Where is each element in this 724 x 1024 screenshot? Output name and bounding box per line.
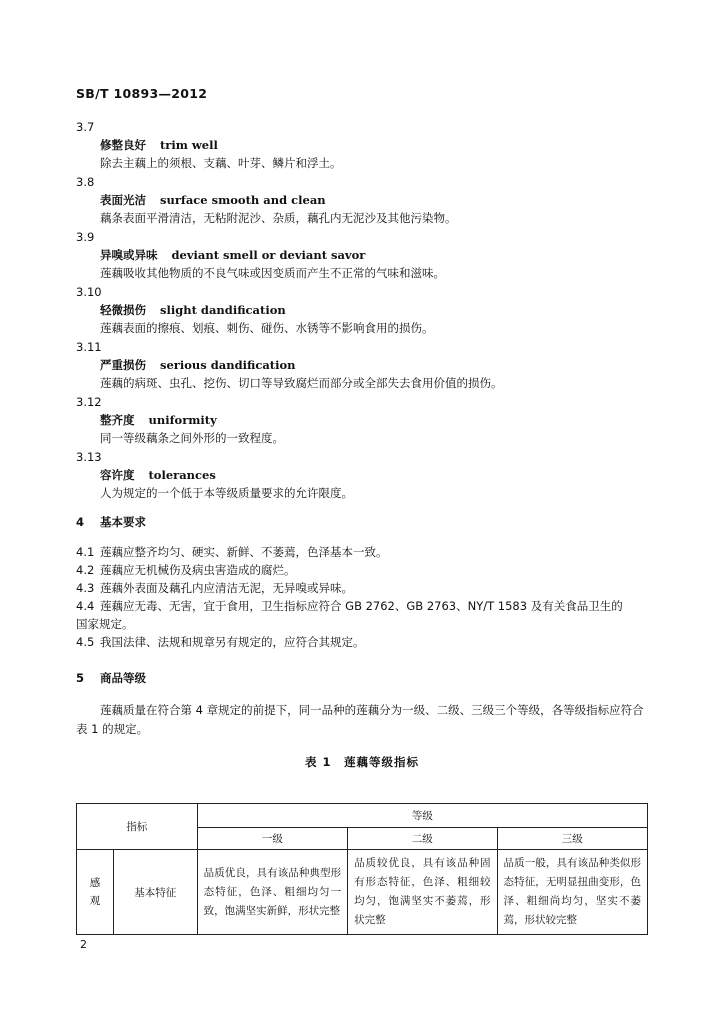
term-english: trim well bbox=[160, 138, 218, 152]
requirement-text: 莲藕应无机械伤及病虫害造成的腐烂。 bbox=[100, 563, 296, 577]
term-chinese: 异嗅或异味 bbox=[100, 248, 158, 262]
term-entry bbox=[76, 448, 648, 503]
term-chinese: 严重损伤 bbox=[100, 358, 146, 372]
term-entry bbox=[76, 283, 648, 338]
clause-title: 商品等级 bbox=[100, 671, 146, 685]
grade-3-basic-features: 品质一般，具有该品种类似形态特征，无明显扭曲变形，色泽、粗细尚均匀，坚实不萎蔫，形状较完整 bbox=[497, 850, 647, 935]
grade-table bbox=[76, 803, 648, 935]
term-number: 3.9 bbox=[76, 230, 95, 244]
term-definition: 莲藕吸收其他物质的不良气味或因变质而产生不正常的气味和滋味。 bbox=[100, 266, 445, 280]
requirement-item bbox=[76, 597, 648, 615]
term-english: slight dandification bbox=[160, 303, 286, 317]
term-definition: 藕条表面平滑清洁，无粘附泥沙、杂质，藕孔内无泥沙及其他污染物。 bbox=[100, 211, 457, 225]
term-english: surface smooth and clean bbox=[160, 193, 326, 207]
clause-number: 4 bbox=[76, 515, 85, 529]
header-grade: 等级 bbox=[197, 804, 647, 828]
term-number: 3.13 bbox=[76, 450, 102, 464]
requirement-item bbox=[76, 633, 648, 651]
clause-number: 5 bbox=[76, 671, 85, 685]
term-entry bbox=[76, 228, 648, 283]
requirement-text: 莲藕应整齐均匀、硬实、新鲜、不萎蔫，色泽基本一致。 bbox=[100, 545, 388, 559]
term-entry bbox=[76, 338, 648, 393]
grade-3-header: 三级 bbox=[497, 828, 647, 850]
term-english: deviant smell or deviant savor bbox=[171, 248, 366, 262]
term-definition: 除去主藕上的须根、支藕、叶芽、鳞片和浮土。 bbox=[100, 156, 342, 170]
clause-heading bbox=[76, 669, 648, 687]
term-number: 3.7 bbox=[76, 120, 95, 134]
document-body bbox=[76, 118, 648, 773]
requirement-text: 莲藕外表面及藕孔内应清洁无泥，无异嗅或异味。 bbox=[100, 581, 353, 595]
page-number: 2 bbox=[80, 938, 87, 951]
grade-1-header: 一级 bbox=[197, 828, 347, 850]
term-chinese: 整齐度 bbox=[100, 413, 135, 427]
requirement-number: 4.5 bbox=[76, 635, 95, 649]
requirement-number: 4.1 bbox=[76, 545, 95, 559]
requirement-text: 我国法律、法规和规章另有规定的，应符合其规定。 bbox=[100, 635, 365, 649]
row-label-basic-features: 基本特征 bbox=[113, 850, 197, 935]
requirement-number: 4.3 bbox=[76, 581, 95, 595]
term-chinese: 容许度 bbox=[100, 468, 135, 482]
grade-1-basic-features: 品质优良，具有该品种典型形态特征，色泽、粗细均匀一致，饱满坚实新鲜，形状完整 bbox=[197, 850, 347, 935]
term-chinese: 轻微损伤 bbox=[100, 303, 146, 317]
term-definition: 人为规定的一个低于本等级质量要求的允许限度。 bbox=[100, 486, 353, 500]
clause-paragraph: 莲藕质量在符合第 4 章规定的前提下，同一品种的莲藕分为一级、二级、三级三个等级，各等级指标应符合表 1 的规定。 bbox=[76, 703, 644, 736]
grade-2-basic-features: 品质较优良，具有该品种固有形态特征，色泽、粗细较均匀，饱满坚实不萎蔫，形状完整 bbox=[348, 850, 497, 935]
term-definition: 莲藕表面的擦痕、划痕、刺伤、碰伤、水锈等不影响食用的损伤。 bbox=[100, 321, 434, 335]
clause-heading bbox=[76, 513, 648, 531]
term-definition: 莲藕的病斑、虫孔、挖伤、切口等导致腐烂而部分或全部失去食用价值的损伤。 bbox=[100, 376, 503, 390]
term-entry bbox=[76, 118, 648, 173]
term-number: 3.8 bbox=[76, 175, 95, 189]
term-number: 3.10 bbox=[76, 285, 102, 299]
term-definition: 同一等级藕条之间外形的一致程度。 bbox=[100, 431, 284, 445]
standard-number: SB/T 10893—2012 bbox=[76, 86, 208, 101]
requirement-number: 4.4 bbox=[76, 599, 95, 613]
requirement-item bbox=[76, 579, 648, 597]
requirement-text-continued: 国家规定。 bbox=[76, 617, 134, 631]
requirement-number: 4.2 bbox=[76, 563, 95, 577]
requirement-item bbox=[76, 543, 648, 561]
clause-title: 基本要求 bbox=[100, 515, 146, 529]
header-indicator: 指标 bbox=[77, 804, 198, 850]
term-english: tolerances bbox=[148, 468, 216, 482]
requirement-item bbox=[76, 561, 648, 579]
term-english: serious dandification bbox=[160, 358, 296, 372]
requirement-text: 莲藕应无毒、无害，宜于食用，卫生指标应符合 GB 2762、GB 2763、NY/T 1583 及有关食品卫生的 bbox=[100, 599, 623, 613]
row-group-sensory: 感观 bbox=[77, 850, 114, 935]
term-number: 3.12 bbox=[76, 395, 102, 409]
term-chinese: 表面光洁 bbox=[100, 193, 146, 207]
grade-2-header: 二级 bbox=[348, 828, 497, 850]
term-entry bbox=[76, 173, 648, 228]
term-entry bbox=[76, 393, 648, 448]
term-number: 3.11 bbox=[76, 340, 102, 354]
term-english: uniformity bbox=[148, 413, 217, 427]
table-title: 表 1 莲藕等级指标 bbox=[304, 755, 419, 769]
term-chinese: 修整良好 bbox=[100, 138, 146, 152]
